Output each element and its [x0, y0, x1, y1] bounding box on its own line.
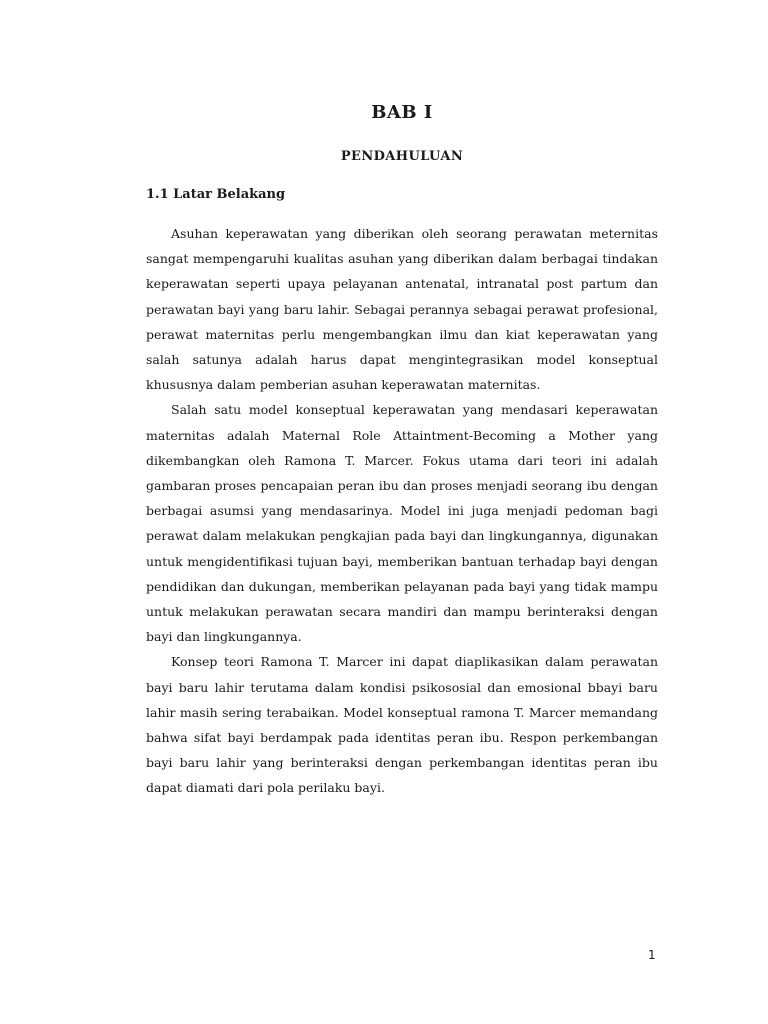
paragraph: Konsep teori Ramona T. Marcer ini dapat diaplikasikan dalam perawatan bayi baru lahir terutama dalam kondisi psikososial dan emosional bbayi baru lahir masih sering terabaikan. Model konseptual ramona T. Marcer memandang bahwa sifat bayi berdampak pada identitas peran ibu. Respon perkembangan bayi baru lahir yang berinteraksi dengan perkembangan identitas peran ibu dapat diamati dari pola perilaku bayi.	[146, 654, 658, 796]
chapter-subtitle: PENDAHULUAN	[340, 149, 464, 164]
section-heading: 1.1 Latar Belakang	[146, 187, 286, 202]
paragraph: Asuhan keperawatan yang diberikan oleh seorang perawatan meternitas sangat mempengaruhi kualitas asuhan yang diberikan dalam berbagai tindakan keperawatan seperti upaya pelayanan antenatal, intranatal post partum dan perawatan bayi yang baru lahir. Sebagai perannya sebagai perawat profesional, perawat maternitas perlu mengembangkan ilmu dan kiat keperawatan yang salah satunya adalah harus dapat mengintegrasikan model konseptual khususnya dalam pemberian asuhan keperawatan maternitas.	[146, 226, 658, 393]
chapter-title: BAB I	[371, 102, 433, 123]
body-text	[146, 221, 658, 801]
paragraph: Salah satu model konseptual keperawatan yang mendasari keperawatan maternitas adalah Maternal Role Attaintment-Becoming a Mother yang dikembangkan oleh Ramona T. Marcer. Fokus utama dari teori ini adalah gambaran proses pencapaian peran ibu dan proses menjadi seorang ibu dengan berbagai asumsi yang mendasarinya. Model ini juga menjadi pedoman bagi perawat dalam melakukan pengkajian pada bayi dan lingkungannya, digunakan untuk mengidentifikasi tujuan bayi, memberikan bantuan terhadap bayi dengan pendidikan dan dukungan, memberikan pelayanan pada bayi yang tidak mampu untuk melakukan perawatan secara mandiri dan mampu berinteraksi dengan bayi dan lingkungannya.	[146, 402, 658, 645]
page-number: 1	[648, 948, 656, 962]
